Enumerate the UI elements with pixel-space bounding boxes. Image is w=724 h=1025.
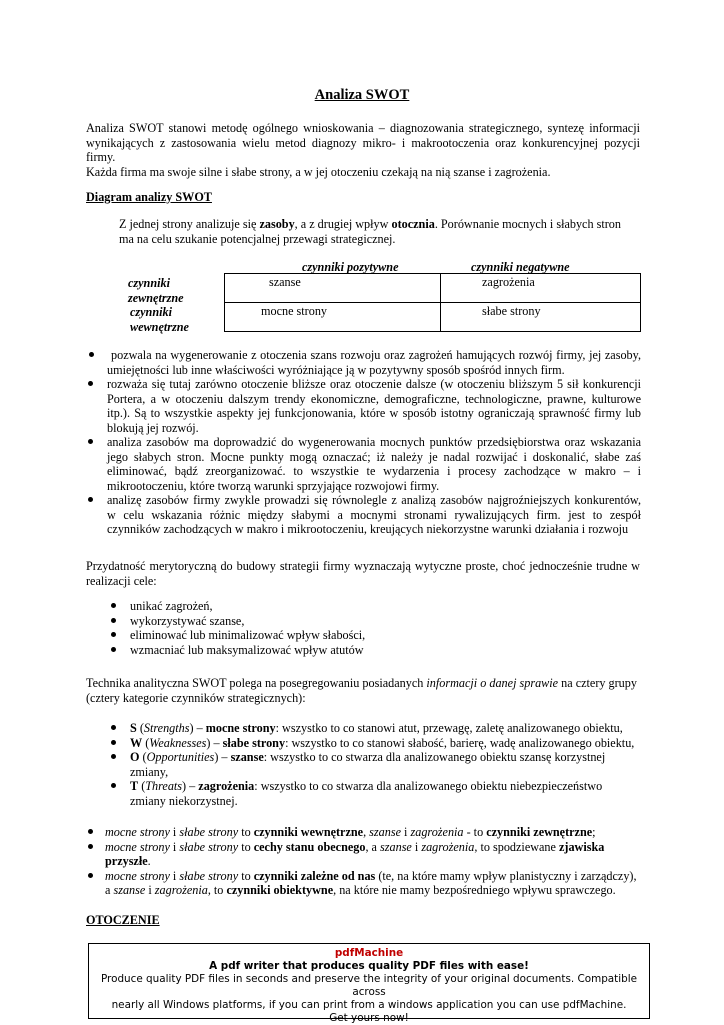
text-bold: zagrożenia bbox=[198, 779, 255, 793]
text: Z jednej strony analizuje się bbox=[119, 217, 260, 231]
text-bold: O bbox=[130, 750, 140, 764]
text: mikrootoczeniu, które tworzą warunki sprzyjające rozwojowi firmy. bbox=[107, 478, 440, 493]
page-title: Analiza SWOT bbox=[314, 87, 410, 103]
col-header-negative: czynniki negatywne bbox=[471, 260, 570, 274]
text: ) bbox=[214, 750, 219, 764]
text-bold: S bbox=[130, 721, 137, 735]
text-bold: szanse bbox=[230, 750, 264, 764]
text: ) bbox=[206, 735, 211, 750]
cell-opportunities bbox=[225, 274, 441, 303]
swot-diagram-table bbox=[224, 273, 641, 332]
text: , na które nie mamy bezpośredniego wpływu sprawczego. bbox=[333, 883, 616, 897]
text-bold: zjawiska bbox=[559, 839, 605, 854]
text: czynniki bbox=[128, 276, 170, 290]
text-bold: przyszłe bbox=[105, 854, 148, 868]
text-bold: T bbox=[130, 779, 139, 793]
text-italic: informacji o danej sprawie bbox=[426, 676, 559, 690]
text: blokują jej rozwój. bbox=[107, 420, 199, 435]
text: ( bbox=[142, 750, 147, 764]
text-bold: słabe strony bbox=[222, 735, 286, 750]
text: to bbox=[238, 839, 254, 854]
text: unikać zagrożeń, bbox=[130, 599, 213, 613]
intro-line: Każda firma ma swoje silne i słabe strony, a w jej otoczeniu czekają na nią szanse i zagrożenia. bbox=[86, 164, 551, 179]
text: : wszystko to co stwarza dla analizowanego obiektu szansę korzystnej bbox=[263, 750, 606, 764]
goals-intro bbox=[86, 559, 640, 588]
text: , a z drugiej wpływ bbox=[294, 217, 392, 231]
list-item bbox=[107, 348, 641, 377]
text-italic: szanse bbox=[113, 883, 146, 897]
text: i bbox=[169, 825, 180, 839]
intro-line: wynikających z zastosowania wielu metod diagnozy mikro- i makrootoczenia oraz konkurencyjnej pozycji bbox=[86, 135, 640, 150]
text: to bbox=[238, 868, 254, 883]
text: ( bbox=[139, 721, 144, 735]
text: umiejętności lub inne właściwości wyróżniające ją w pozytywny sposób spośród innych firm. bbox=[107, 362, 565, 377]
text: itp.). Są to wszystkie aspekty jej funkcjonowania, które w sposób istotny ograniczają sprawność firmy lub bbox=[107, 406, 641, 420]
text-bold: czynniki wewnętrzne bbox=[253, 825, 364, 839]
summary-list bbox=[105, 825, 641, 898]
intro-line: firmy. bbox=[86, 150, 116, 164]
text-italic: słabe strony bbox=[179, 868, 239, 883]
text: ; bbox=[592, 825, 596, 839]
text: czynniki bbox=[130, 305, 172, 319]
text: jego słabych stron. Mocne punkty mogą oznaczać; iż należy je nadal rozwijać i doskonalić, słabe zaś bbox=[107, 449, 641, 464]
text: realizacji cele: bbox=[86, 573, 157, 588]
text: i bbox=[145, 883, 155, 897]
text-italic: zagrożenia bbox=[154, 883, 208, 897]
text: Portera, a w otoczeniu dalszym trendy ekonomiczne, demograficzne, technologiczne, prawne, kulturowe bbox=[107, 391, 641, 406]
text: i bbox=[169, 839, 180, 854]
brand-text: pdf bbox=[334, 947, 355, 959]
text-bold: czynniki obiektywne bbox=[226, 883, 334, 897]
text-italic: zagrożenia bbox=[421, 839, 475, 854]
list-item bbox=[105, 825, 641, 840]
text: a bbox=[105, 883, 114, 897]
goals-list bbox=[130, 599, 630, 657]
text-italic: szanse bbox=[369, 825, 401, 839]
banner-text: Produce quality PDF files in seconds and preserve the integrity of your original documents. Compatible across bbox=[100, 973, 638, 998]
text-italic: Strengths bbox=[143, 721, 190, 735]
text-italic: słabe strony bbox=[179, 825, 239, 839]
list-item bbox=[107, 435, 641, 493]
text: analizę zasobów firmy zwykle prowadzi się równolegle z analizą zasobów najgroźniejszych konkurentów, bbox=[107, 493, 641, 507]
text: w celu wskazania różnic między słabymi a mocnymi stronami rywalizujących firm. jest to zespół bbox=[107, 507, 641, 522]
text: zmiany, bbox=[130, 764, 169, 779]
intro-paragraph bbox=[86, 121, 640, 179]
text: . Porównanie mocnych i słabych stron bbox=[434, 217, 621, 231]
text: to bbox=[238, 825, 254, 839]
text: i bbox=[169, 868, 180, 883]
text: : wszystko to co stanowi atut, przewagę, zaletę analizowanego obiektu, bbox=[275, 721, 623, 735]
intro-line: Analiza SWOT stanowi metodę ogólnego wnioskowania – diagnozowania strategicznego, syntezę informacji bbox=[86, 121, 640, 135]
text-italic: mocne strony bbox=[105, 825, 170, 839]
banner-tagline: A pdf writer that produces quality PDF files with ease! bbox=[209, 960, 529, 972]
list-item bbox=[130, 599, 630, 614]
text-bold: otocznia bbox=[391, 217, 435, 231]
text-italic: Opportunities bbox=[146, 750, 215, 764]
list-item-threats bbox=[130, 779, 640, 808]
swot-categories-list bbox=[130, 721, 640, 808]
text: , to spodziewane bbox=[474, 839, 559, 854]
text: - to bbox=[463, 825, 487, 839]
banner-text: nearly all Windows platforms, if you can print from a windows application you can use pdfMachine. bbox=[111, 999, 627, 1011]
row-label-external bbox=[128, 276, 184, 306]
text: ( bbox=[141, 779, 146, 793]
text: : wszystko to co stanowi słabość, barierę, wadę analizowanego obiektu, bbox=[285, 735, 635, 750]
text-italic: mocne strony bbox=[105, 839, 170, 854]
text: (te, na które mamy wpływ planistyczny i zarządczy), bbox=[375, 868, 637, 883]
text: na cztery grupy bbox=[558, 676, 637, 690]
text: – bbox=[186, 779, 199, 793]
text-bold: mocne strony bbox=[205, 721, 276, 735]
list-item bbox=[130, 643, 630, 658]
text: (cztery kategorie czynników strategicznych): bbox=[86, 690, 306, 705]
text: . bbox=[147, 854, 151, 868]
brand-text: Machine bbox=[354, 947, 404, 959]
text: wykorzystywać szanse, bbox=[130, 613, 245, 628]
list-item bbox=[105, 869, 641, 898]
text: , a bbox=[365, 839, 381, 854]
text: zewnętrzne bbox=[128, 291, 184, 305]
cell-strengths bbox=[225, 303, 441, 332]
text: wzmacniać lub maksymalizować wpływ atutów bbox=[130, 642, 364, 657]
text: wewnętrzne bbox=[130, 320, 189, 334]
diagram-heading: Diagram analizy SWOT bbox=[86, 190, 212, 204]
text: – bbox=[193, 721, 206, 735]
text: i bbox=[401, 825, 411, 839]
text: Technika analityczna SWOT polega na posegregowaniu posiadanych bbox=[86, 676, 427, 690]
list-item-strengths bbox=[130, 721, 640, 736]
pdfmachine-banner[interactable] bbox=[88, 943, 650, 1024]
text-italic: słabe strony bbox=[179, 839, 239, 854]
text-bold: czynniki zależne od nas bbox=[253, 868, 376, 883]
section-heading-environment: OTOCZENIE bbox=[86, 913, 160, 927]
text: i bbox=[411, 839, 422, 854]
text: , to bbox=[207, 883, 227, 897]
text: – bbox=[210, 735, 223, 750]
text: szanse bbox=[269, 275, 301, 289]
row-label-internal bbox=[130, 305, 189, 335]
list-item-weaknesses bbox=[130, 736, 640, 751]
text-italic: Weaknesses bbox=[149, 735, 207, 750]
cell-threats bbox=[441, 274, 641, 303]
text-bold: zasoby bbox=[259, 217, 295, 231]
text: słabe strony bbox=[482, 304, 541, 318]
diagram-description bbox=[119, 217, 641, 246]
text: rozważa się tutaj zarówno otoczenie bliższe oraz otoczenie dalsze (w otoczeniu bliższym 5 sił konkurencji bbox=[107, 377, 641, 391]
pdfmachine-logo bbox=[89, 947, 649, 960]
text: analiza zasobów ma doprowadzić do wygenerowania mocnych punktów przedsiębiorstwa oraz wskazania bbox=[107, 435, 641, 449]
text-italic: mocne strony bbox=[105, 868, 170, 883]
list-item bbox=[130, 628, 630, 643]
text: ) bbox=[182, 779, 187, 793]
list-item bbox=[107, 493, 641, 537]
text: ( bbox=[145, 735, 150, 750]
text: pozwala na wygenerowanie z otoczenia szans rozwoju oraz zagrożeń hamujących rozwój firmy, jej zasoby, bbox=[111, 348, 641, 362]
text-bold: cechy stanu obecnego bbox=[253, 839, 366, 854]
text: : wszystko to co stwarza dla analizowanego obiektu niebezpieczeństwo bbox=[254, 779, 603, 793]
text-bold: czynniki zewnętrzne bbox=[486, 825, 593, 839]
list-item bbox=[130, 614, 630, 629]
list-item-opportunities bbox=[130, 750, 640, 779]
text: zagrożenia bbox=[482, 275, 535, 289]
text: czynników zachodzących w makro i mikrootoczeniu, kreujących niekorzystne warunki działania i rozwoju bbox=[107, 522, 629, 536]
text: zmiany niekorzystnej. bbox=[130, 793, 238, 808]
banner-cta-link[interactable]: Get yours now! bbox=[329, 1012, 409, 1024]
text: mocne strony bbox=[261, 304, 328, 318]
list-item bbox=[107, 377, 641, 435]
text-italic: Threats bbox=[145, 779, 183, 793]
bullet-list-swot bbox=[107, 348, 641, 537]
text: eliminować, bądź zreorganizować. to wszystkie te wydarzenia i procesy zachodzące w makro – i bbox=[107, 464, 641, 478]
list-item bbox=[105, 840, 641, 869]
technique-intro bbox=[86, 676, 640, 705]
text: ) bbox=[189, 721, 194, 735]
text-bold: W bbox=[130, 735, 143, 750]
text: Przydatność merytoryczną do budowy strategii firmy wyznaczają wytyczne proste, choć jednocześnie trudne w bbox=[86, 559, 640, 573]
text: ma na celu szukanie potencjalnej przewagi strategicznej. bbox=[119, 231, 396, 246]
text-italic: zagrożenia bbox=[410, 825, 464, 839]
text: – bbox=[218, 750, 231, 764]
text-italic: szanse bbox=[380, 839, 412, 854]
cell-weaknesses bbox=[441, 303, 641, 332]
col-header-positive: czynniki pozytywne bbox=[302, 260, 399, 274]
text: , bbox=[363, 825, 370, 839]
text: eliminować lub minimalizować wpływ słabości, bbox=[130, 628, 366, 642]
